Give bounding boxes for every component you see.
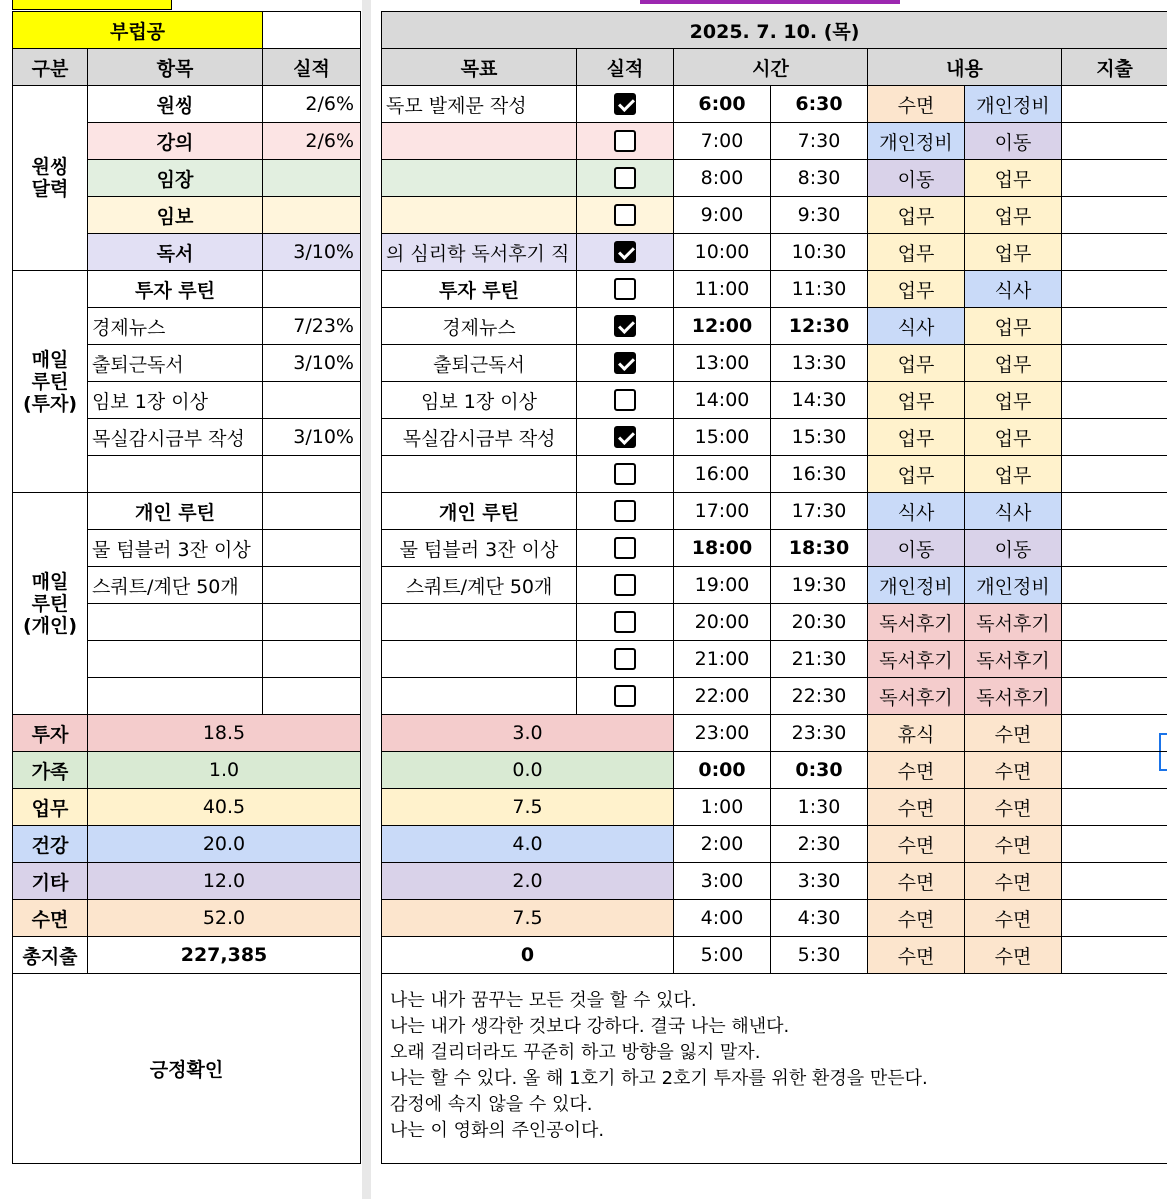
content-cell[interactable]: 식사 xyxy=(965,271,1062,308)
table-row xyxy=(382,826,1167,863)
expense-cell[interactable] xyxy=(1062,234,1167,271)
content-cell[interactable]: 업무 xyxy=(965,382,1062,419)
summary-value[interactable]: 2.0 xyxy=(382,863,674,900)
content-cell[interactable]: 수면 xyxy=(965,789,1062,826)
time-start[interactable]: 8:00 xyxy=(674,160,771,197)
summary-value[interactable]: 0.0 xyxy=(382,752,674,789)
checkbox-cell xyxy=(577,271,674,308)
checkbox-cell xyxy=(577,567,674,604)
table-row xyxy=(382,530,1167,567)
affirmation-label: 긍정확인 xyxy=(13,974,361,1164)
expense-cell[interactable] xyxy=(1062,752,1167,789)
left-table xyxy=(12,11,361,1164)
time-end[interactable]: 0:30 xyxy=(771,752,868,789)
time-end[interactable]: 1:30 xyxy=(771,789,868,826)
time-end[interactable]: 18:30 xyxy=(771,530,868,567)
summary-value[interactable]: 3.0 xyxy=(382,715,674,752)
expense-cell[interactable] xyxy=(1062,567,1167,604)
header-time: 시간 xyxy=(674,49,868,86)
content-cell[interactable]: 이동 xyxy=(965,530,1062,567)
content-cell[interactable]: 업무 xyxy=(965,197,1062,234)
table-row xyxy=(13,86,361,123)
result-cell[interactable] xyxy=(263,604,361,641)
time-start[interactable]: 12:00 xyxy=(674,308,771,345)
content-cell[interactable]: 식사 xyxy=(868,493,965,530)
table-row xyxy=(382,345,1167,382)
content-cell[interactable]: 개인정비 xyxy=(868,567,965,604)
item-cell[interactable]: 임장 xyxy=(88,160,263,197)
content-cell[interactable]: 업무 xyxy=(868,345,965,382)
time-end[interactable]: 21:30 xyxy=(771,641,868,678)
goal-cell[interactable]: 물 텀블러 3잔 이상 xyxy=(382,530,577,567)
expense-cell[interactable] xyxy=(1062,641,1167,678)
table-row xyxy=(13,863,361,900)
time-end[interactable]: 22:30 xyxy=(771,678,868,715)
time-start[interactable]: 3:00 xyxy=(674,863,771,900)
time-end[interactable]: 17:30 xyxy=(771,493,868,530)
table-row xyxy=(382,456,1167,493)
header-content: 내용 xyxy=(868,49,1062,86)
table-row xyxy=(382,86,1167,123)
time-end[interactable]: 4:30 xyxy=(771,900,868,937)
goal-cell[interactable]: 독모 발제문 작성 xyxy=(382,86,577,123)
time-start[interactable]: 9:00 xyxy=(674,197,771,234)
time-start[interactable]: 4:00 xyxy=(674,900,771,937)
checkbox-cell xyxy=(577,86,674,123)
content-cell[interactable]: 수면 xyxy=(868,752,965,789)
table-row xyxy=(382,234,1167,271)
content-cell[interactable]: 개인정비 xyxy=(965,567,1062,604)
right-table xyxy=(381,11,1167,1164)
result-cell[interactable]: 3/10% xyxy=(263,419,361,456)
time-start[interactable]: 19:00 xyxy=(674,567,771,604)
time-start[interactable]: 2:00 xyxy=(674,826,771,863)
checkbox-cell xyxy=(577,123,674,160)
affirmation-text[interactable]: 나는 내가 꿈꾸는 모든 것을 할 수 있다. 나는 내가 생각한 것보다 강하다. 결국 나는 해낸다. 오래 걸리더라도 꾸준히 하고 방향을 잃지 말자. 나는 할 수 있다. 올 해 1호기 하고 2호기 투자를 위한 환경을 만든다. 감정에 속지 않을 수 있다. 나는 이 영화의 주인공이다. xyxy=(382,974,1167,1164)
content-cell[interactable]: 업무 xyxy=(868,456,965,493)
result-cell[interactable] xyxy=(263,382,361,419)
time-end[interactable]: 2:30 xyxy=(771,826,868,863)
content-cell[interactable]: 독서후기 xyxy=(965,641,1062,678)
summary-value[interactable]: 20.0 xyxy=(88,826,361,863)
checkbox-cell xyxy=(577,345,674,382)
checkbox-cell xyxy=(577,308,674,345)
goal-cell[interactable] xyxy=(382,604,577,641)
goal-cell[interactable]: 경제뉴스 xyxy=(382,308,577,345)
summary-value[interactable]: 7.5 xyxy=(382,789,674,826)
summary-value[interactable]: 52.0 xyxy=(88,900,361,937)
time-start[interactable]: 14:00 xyxy=(674,382,771,419)
table-row xyxy=(382,382,1167,419)
result-cell[interactable] xyxy=(263,641,361,678)
item-cell[interactable]: 투자 루틴 xyxy=(88,271,263,308)
summary-label: 투자 xyxy=(13,715,88,752)
time-end[interactable]: 10:30 xyxy=(771,234,868,271)
header-category: 구분 xyxy=(13,49,88,86)
expense-cell[interactable] xyxy=(1062,493,1167,530)
header-expense: 지출 xyxy=(1062,49,1167,86)
time-end[interactable]: 23:30 xyxy=(771,715,868,752)
table-row xyxy=(382,937,1167,974)
time-end[interactable]: 3:30 xyxy=(771,863,868,900)
table-row xyxy=(13,900,361,937)
expense-cell[interactable] xyxy=(1062,345,1167,382)
table-row xyxy=(382,715,1167,752)
unchecked-checkbox[interactable] xyxy=(614,204,636,226)
unchecked-checkbox[interactable] xyxy=(614,278,636,300)
content-cell[interactable]: 수면 xyxy=(868,937,965,974)
time-start[interactable]: 20:00 xyxy=(674,604,771,641)
checkbox-cell xyxy=(577,678,674,715)
expense-cell[interactable] xyxy=(1062,456,1167,493)
item-cell[interactable] xyxy=(88,641,263,678)
result-cell[interactable]: 7/23% xyxy=(263,308,361,345)
goal-cell[interactable] xyxy=(382,197,577,234)
content-cell[interactable]: 개인정비 xyxy=(868,123,965,160)
checkbox-cell xyxy=(577,382,674,419)
table-row xyxy=(13,12,361,49)
item-cell[interactable]: 독서 xyxy=(88,234,263,271)
table-row xyxy=(13,493,361,530)
header-result: 실적 xyxy=(263,49,361,86)
expense-cell[interactable] xyxy=(1062,197,1167,234)
result-cell[interactable] xyxy=(263,530,361,567)
item-cell[interactable]: 경제뉴스 xyxy=(88,308,263,345)
time-end[interactable]: 12:30 xyxy=(771,308,868,345)
content-cell[interactable]: 이동 xyxy=(965,123,1062,160)
table-row xyxy=(382,604,1167,641)
content-cell[interactable]: 업무 xyxy=(965,234,1062,271)
item-cell[interactable]: 물 텀블러 3잔 이상 xyxy=(88,530,263,567)
table-row xyxy=(382,752,1167,789)
summary-value[interactable]: 40.5 xyxy=(88,789,361,826)
content-cell[interactable]: 독서후기 xyxy=(868,678,965,715)
time-start[interactable]: 22:00 xyxy=(674,678,771,715)
goal-cell[interactable] xyxy=(382,641,577,678)
purple-text-fragment xyxy=(640,0,900,4)
content-cell[interactable]: 업무 xyxy=(965,160,1062,197)
content-cell[interactable]: 식사 xyxy=(868,308,965,345)
time-end[interactable]: 16:30 xyxy=(771,456,868,493)
expense-cell[interactable] xyxy=(1062,160,1167,197)
expense-cell[interactable] xyxy=(1062,789,1167,826)
result-cell[interactable] xyxy=(263,160,361,197)
result-cell[interactable]: 3/10% xyxy=(263,345,361,382)
item-cell[interactable]: 개인 루틴 xyxy=(88,493,263,530)
content-cell[interactable]: 식사 xyxy=(965,493,1062,530)
expense-cell[interactable] xyxy=(1062,678,1167,715)
summary-label: 기타 xyxy=(13,863,88,900)
unchecked-checkbox[interactable] xyxy=(614,537,636,559)
result-cell[interactable]: 3/10% xyxy=(263,234,361,271)
expense-cell[interactable] xyxy=(1062,604,1167,641)
category-wonssing: 원씽 달력 xyxy=(13,86,88,271)
checked-checkbox[interactable] xyxy=(614,426,636,448)
result-cell[interactable] xyxy=(263,567,361,604)
result-cell[interactable] xyxy=(263,271,361,308)
table-row xyxy=(382,160,1167,197)
time-start[interactable]: 6:00 xyxy=(674,86,771,123)
summary-label: 가족 xyxy=(13,752,88,789)
unchecked-checkbox[interactable] xyxy=(614,167,636,189)
time-end[interactable]: 5:30 xyxy=(771,937,868,974)
item-cell[interactable]: 임보 xyxy=(88,197,263,234)
content-cell[interactable]: 업무 xyxy=(868,419,965,456)
content-cell[interactable]: 수면 xyxy=(965,826,1062,863)
content-cell[interactable]: 수면 xyxy=(965,752,1062,789)
time-start[interactable]: 21:00 xyxy=(674,641,771,678)
table-row xyxy=(13,271,361,308)
cell-above-title xyxy=(12,0,172,10)
expense-cell[interactable] xyxy=(1062,271,1167,308)
total-label: 총지출 xyxy=(13,937,88,974)
goal-cell[interactable]: 출퇴근독서 xyxy=(382,345,577,382)
empty-cell[interactable] xyxy=(263,12,361,49)
unchecked-checkbox[interactable] xyxy=(614,500,636,522)
checked-checkbox[interactable] xyxy=(614,352,636,374)
content-cell[interactable]: 개인정비 xyxy=(965,86,1062,123)
goal-cell[interactable] xyxy=(382,678,577,715)
goal-cell[interactable]: 의 심리학 독서후기 직 xyxy=(382,234,577,271)
expense-cell[interactable] xyxy=(1062,419,1167,456)
content-cell[interactable]: 업무 xyxy=(868,197,965,234)
content-cell[interactable]: 업무 xyxy=(868,382,965,419)
time-start[interactable]: 5:00 xyxy=(674,937,771,974)
item-cell[interactable] xyxy=(88,678,263,715)
table-row xyxy=(13,49,361,86)
content-cell[interactable]: 독서후기 xyxy=(868,641,965,678)
table-row xyxy=(13,826,361,863)
expense-cell[interactable] xyxy=(1062,86,1167,123)
summary-label: 건강 xyxy=(13,826,88,863)
header-result: 실적 xyxy=(577,49,674,86)
time-start[interactable]: 10:00 xyxy=(674,234,771,271)
content-cell[interactable]: 업무 xyxy=(965,419,1062,456)
content-cell[interactable]: 수면 xyxy=(868,863,965,900)
time-start[interactable]: 17:00 xyxy=(674,493,771,530)
checkbox-cell xyxy=(577,641,674,678)
content-cell[interactable]: 업무 xyxy=(868,234,965,271)
table-row xyxy=(382,789,1167,826)
unchecked-checkbox[interactable] xyxy=(614,574,636,596)
item-cell[interactable]: 임보 1장 이상 xyxy=(88,382,263,419)
content-cell[interactable]: 수면 xyxy=(868,900,965,937)
table-row xyxy=(382,974,1167,1164)
checkbox-cell xyxy=(577,493,674,530)
table-row xyxy=(382,308,1167,345)
expense-cell[interactable] xyxy=(1062,900,1167,937)
content-cell[interactable]: 독서후기 xyxy=(868,604,965,641)
expense-cell[interactable] xyxy=(1062,937,1167,974)
result-cell[interactable] xyxy=(263,493,361,530)
table-row xyxy=(382,419,1167,456)
time-start[interactable]: 1:00 xyxy=(674,789,771,826)
result-cell[interactable]: 2/6% xyxy=(263,86,361,123)
table-row xyxy=(382,271,1167,308)
date-header: 2025. 7. 10. (목) xyxy=(382,12,1167,49)
unchecked-checkbox[interactable] xyxy=(614,463,636,485)
time-start[interactable]: 0:00 xyxy=(674,752,771,789)
table-row xyxy=(382,49,1167,86)
checkbox-cell xyxy=(577,604,674,641)
time-end[interactable]: 6:30 xyxy=(771,86,868,123)
expense-cell[interactable] xyxy=(1062,715,1167,752)
checkbox-cell xyxy=(577,160,674,197)
unchecked-checkbox[interactable] xyxy=(614,389,636,411)
time-end[interactable]: 9:30 xyxy=(771,197,868,234)
time-end[interactable]: 14:30 xyxy=(771,382,868,419)
category-invest: 매일 루틴 (투자) xyxy=(13,271,88,493)
content-cell[interactable]: 업무 xyxy=(965,456,1062,493)
category-personal: 매일 루틴 (개인) xyxy=(13,493,88,715)
content-cell[interactable]: 수면 xyxy=(965,715,1062,752)
header-item: 항목 xyxy=(88,49,263,86)
summary-value[interactable]: 1.0 xyxy=(88,752,361,789)
unchecked-checkbox[interactable] xyxy=(614,648,636,670)
unchecked-checkbox[interactable] xyxy=(614,611,636,633)
summary-value[interactable]: 18.5 xyxy=(88,715,361,752)
goal-cell[interactable] xyxy=(382,160,577,197)
summary-value[interactable]: 7.5 xyxy=(382,900,674,937)
item-cell[interactable]: 목실감시금부 작성 xyxy=(88,419,263,456)
time-end[interactable]: 19:30 xyxy=(771,567,868,604)
time-end[interactable]: 11:30 xyxy=(771,271,868,308)
content-cell[interactable]: 업무 xyxy=(965,308,1062,345)
content-cell[interactable]: 이동 xyxy=(868,530,965,567)
content-cell[interactable]: 이동 xyxy=(868,160,965,197)
item-cell[interactable]: 출퇴근독서 xyxy=(88,345,263,382)
table-row xyxy=(13,715,361,752)
checkbox-cell xyxy=(577,234,674,271)
item-cell[interactable]: 강의 xyxy=(88,123,263,160)
time-end[interactable]: 20:30 xyxy=(771,604,868,641)
time-end[interactable]: 8:30 xyxy=(771,160,868,197)
time-start[interactable]: 18:00 xyxy=(674,530,771,567)
goal-cell[interactable]: 스쿼트/계단 50개 xyxy=(382,567,577,604)
content-cell[interactable]: 수면 xyxy=(868,86,965,123)
time-start[interactable]: 15:00 xyxy=(674,419,771,456)
result-cell[interactable] xyxy=(263,456,361,493)
summary-value[interactable]: 0 xyxy=(382,937,674,974)
table-row xyxy=(382,493,1167,530)
table-row xyxy=(382,900,1167,937)
table-row xyxy=(382,567,1167,604)
content-cell[interactable]: 업무 xyxy=(868,271,965,308)
time-start[interactable]: 23:00 xyxy=(674,715,771,752)
table-row xyxy=(382,123,1167,160)
item-cell[interactable]: 스쿼트/계단 50개 xyxy=(88,567,263,604)
expense-cell[interactable] xyxy=(1062,530,1167,567)
summary-label: 업무 xyxy=(13,789,88,826)
content-cell[interactable]: 수면 xyxy=(965,900,1062,937)
expense-cell[interactable] xyxy=(1062,382,1167,419)
table-row xyxy=(382,197,1167,234)
table-row xyxy=(13,789,361,826)
item-cell[interactable] xyxy=(88,604,263,641)
goal-cell[interactable]: 개인 루틴 xyxy=(382,493,577,530)
table-row xyxy=(382,863,1167,900)
planner-title: 부럽공 xyxy=(13,12,263,49)
item-cell[interactable] xyxy=(88,456,263,493)
checkbox-cell xyxy=(577,530,674,567)
result-cell[interactable] xyxy=(263,197,361,234)
table-row xyxy=(382,12,1167,49)
time-start[interactable]: 11:00 xyxy=(674,271,771,308)
table-row xyxy=(382,641,1167,678)
goal-cell[interactable]: 투자 루틴 xyxy=(382,271,577,308)
content-cell[interactable]: 휴식 xyxy=(868,715,965,752)
content-cell[interactable]: 독서후기 xyxy=(965,604,1062,641)
expense-cell[interactable] xyxy=(1062,826,1167,863)
table-row xyxy=(382,678,1167,715)
time-end[interactable]: 7:30 xyxy=(771,123,868,160)
time-start[interactable]: 13:00 xyxy=(674,345,771,382)
expense-cell[interactable] xyxy=(1062,863,1167,900)
goal-cell[interactable] xyxy=(382,456,577,493)
summary-label: 수면 xyxy=(13,900,88,937)
content-cell[interactable]: 수면 xyxy=(868,826,965,863)
content-cell[interactable]: 업무 xyxy=(965,345,1062,382)
content-cell[interactable]: 수면 xyxy=(868,789,965,826)
time-end[interactable]: 15:30 xyxy=(771,419,868,456)
content-cell[interactable]: 독서후기 xyxy=(965,678,1062,715)
time-end[interactable]: 13:30 xyxy=(771,345,868,382)
expense-cell[interactable] xyxy=(1062,123,1167,160)
column-gap xyxy=(362,0,371,1199)
checked-checkbox[interactable] xyxy=(614,315,636,337)
content-cell[interactable]: 수면 xyxy=(965,937,1062,974)
checked-checkbox[interactable] xyxy=(614,93,636,115)
checkbox-cell xyxy=(577,456,674,493)
goal-cell[interactable]: 임보 1장 이상 xyxy=(382,382,577,419)
table-row xyxy=(13,937,361,974)
time-start[interactable]: 16:00 xyxy=(674,456,771,493)
total-value[interactable]: 227,385 xyxy=(88,937,361,974)
content-cell[interactable]: 수면 xyxy=(965,863,1062,900)
unchecked-checkbox[interactable] xyxy=(614,685,636,707)
checkbox-cell xyxy=(577,419,674,456)
unchecked-checkbox[interactable] xyxy=(614,130,636,152)
checkbox-cell xyxy=(577,197,674,234)
result-cell[interactable] xyxy=(263,678,361,715)
checked-checkbox[interactable] xyxy=(614,241,636,263)
goal-cell[interactable] xyxy=(382,123,577,160)
item-cell[interactable]: 원씽 xyxy=(88,86,263,123)
summary-value[interactable]: 12.0 xyxy=(88,863,361,900)
header-goal: 목표 xyxy=(382,49,577,86)
time-start[interactable]: 7:00 xyxy=(674,123,771,160)
goal-cell[interactable]: 목실감시금부 작성 xyxy=(382,419,577,456)
table-row xyxy=(13,974,361,1164)
table-row xyxy=(13,752,361,789)
result-cell[interactable]: 2/6% xyxy=(263,123,361,160)
summary-value[interactable]: 4.0 xyxy=(382,826,674,863)
expense-cell[interactable] xyxy=(1062,308,1167,345)
